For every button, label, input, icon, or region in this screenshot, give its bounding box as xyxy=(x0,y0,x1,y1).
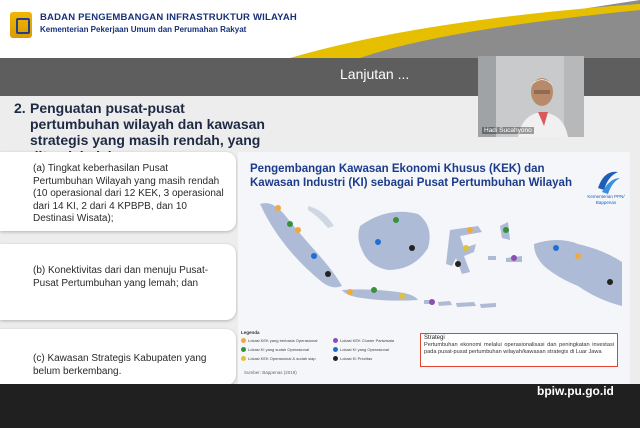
marker-ki xyxy=(371,287,377,293)
point-text-b: (b) Konektivitas dari dan menuju Pusat-Pusat Pertumbuhan yang lemah; dan xyxy=(33,265,209,289)
participant-name: Hadi Sucahyono xyxy=(484,127,532,134)
marker-ki xyxy=(375,239,381,245)
marker-ki xyxy=(607,279,613,285)
point-text-a: (a) Tingkat keberhasilan Pusat Pertumbuhan Wilayah yang masih rendah (10 operasional dari 12 KEK, 3 operasional dari 14 KI, 2 dari 4 KPBPB, dan 10 Destinasi Wisata); xyxy=(33,163,224,224)
strategy-text: Pertumbuhan ekonomi melalui operasionalisasi dan peningkatan investasi pada pusat-pusat pertumbuhan wilayah/kawasan strategis di Luar Jawa xyxy=(424,341,614,355)
webcam-video-tile[interactable] xyxy=(478,56,584,137)
marker-kek xyxy=(467,227,473,233)
legend-swatch-icon xyxy=(241,347,246,352)
marker-kek xyxy=(511,255,517,261)
legend-item: Lokasi KEK Cluster Pariwisata xyxy=(333,338,394,343)
legend-swatch-icon xyxy=(241,338,246,343)
marker-ki xyxy=(553,245,559,251)
bappenas-logo-text: Kementerian PPN/ Bappenas xyxy=(587,194,625,205)
marker-ki xyxy=(409,245,415,251)
header-swoosh xyxy=(250,0,640,58)
legend-item: Lokasi KI Prioritas xyxy=(333,356,372,361)
slide-title: Lanjutan ... xyxy=(340,66,410,82)
indonesia-map xyxy=(238,186,630,331)
legend-swatch-icon xyxy=(241,356,246,361)
map-title: Pengembangan Kawasan Ekonomi Khusus (KEK) dan Kawasan Industri (KI) sebagai Pusat Pertumbuhan Wilayah xyxy=(250,163,572,189)
footer-url[interactable]: bpiw.pu.go.id xyxy=(537,384,614,398)
map-legend xyxy=(241,330,416,368)
presenter-video-icon xyxy=(478,56,584,137)
strategy-box xyxy=(420,333,618,367)
marker-kek xyxy=(575,253,581,259)
legend-title: Legenda xyxy=(241,330,260,335)
marker-kek xyxy=(275,205,281,211)
legend-item: Lokasi KI yang Operasional xyxy=(333,347,389,352)
papua-island xyxy=(534,240,622,306)
point-card-a xyxy=(0,152,236,231)
marker-ki xyxy=(503,227,509,233)
ministry-name: Kementerian Pekerjaan Umum dan Perumahan Rakyat xyxy=(40,25,247,34)
legend-item: Lokasi KEK yang berbasis Operasional xyxy=(241,338,317,343)
marker-kek xyxy=(429,299,435,305)
marker-ki xyxy=(325,271,331,277)
marker-ki xyxy=(287,221,293,227)
map-source: Sumber: Bappenas (2019) xyxy=(244,370,297,375)
heading-number: 2. xyxy=(14,100,26,116)
marker-kek xyxy=(463,245,469,251)
legend-item: Lokasi KI yang sudah Operasional xyxy=(241,347,309,352)
java-island xyxy=(342,289,418,300)
marker-kek xyxy=(347,289,353,295)
legend-swatch-icon xyxy=(333,356,338,361)
org-title: BADAN PENGEMBANGAN INFRASTRUKTUR WILAYAH xyxy=(40,12,297,23)
header-bar xyxy=(0,0,640,58)
marker-kek xyxy=(295,227,301,233)
legend-swatch-icon xyxy=(333,338,338,343)
point-card-c xyxy=(0,329,236,385)
malaysia-outline xyxy=(308,206,334,228)
marker-ki xyxy=(311,253,317,259)
point-text-c: (c) Kawasan Strategis Kabupaten yang belum berkembang. xyxy=(33,353,207,377)
marker-ki xyxy=(393,217,399,223)
legend-swatch-icon xyxy=(333,347,338,352)
strategy-heading: Strategi xyxy=(424,335,445,341)
marker-kek xyxy=(399,293,405,299)
legend-item: Lokasi KEK Operasional & sudah siap xyxy=(241,356,316,361)
pupr-logo xyxy=(10,12,32,38)
marker-ki xyxy=(455,261,461,267)
heading-text: Penguatan pusat-pusat pertumbuhan wilayah dan kawasan strategis yang masih rendah, yang xyxy=(30,100,265,148)
point-card-b xyxy=(0,244,236,320)
